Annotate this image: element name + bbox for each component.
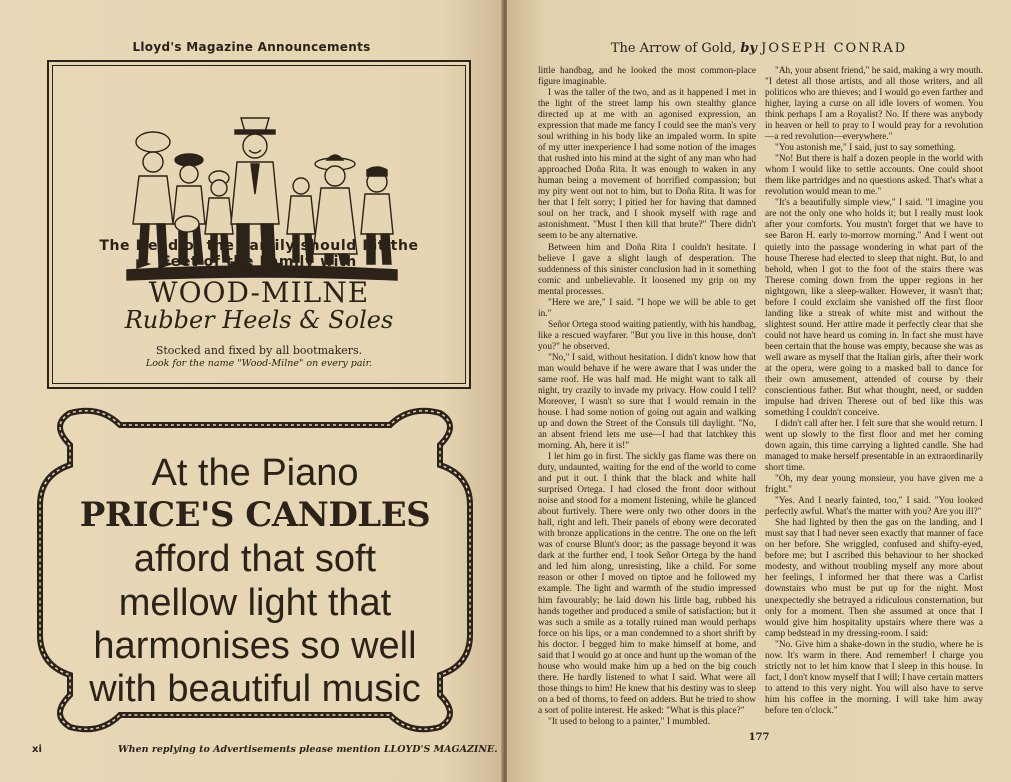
left-page-number: xi: [32, 744, 42, 755]
left-page: [0, 0, 503, 782]
candle-line-1: At the Piano: [151, 452, 359, 494]
wood-milne-look-for-note: Look for the name "Wood-Milne" on every pair.: [145, 358, 373, 369]
text-column-right: [765, 66, 983, 717]
wood-milne-product: Rubber Heels & Soles: [124, 306, 394, 334]
text-column-left: [538, 66, 756, 728]
author-name: JOSEPH CONRAD: [761, 41, 908, 56]
candle-line-2: PRICE'S CANDLES: [79, 495, 431, 535]
paragraph: "Oh, my dear young monsieur, you have given me a fright.": [765, 474, 983, 496]
prices-candles-advertisement: [30, 405, 480, 735]
story-title: The Arrow of Gold,: [610, 41, 737, 56]
paragraph: I was the taller of the two, and as it happened I met in the light of the street lamp his own stealthy glance directed up at me with an agonised expression, an expression that made me fancy I could see the man's very soul writhing in his body like an impaled worm. In spite of my utter inexperience I had some notion of the images that rushed into his mind at the sight of any man who had approached Doña Rita. It was enough to waken in any human being a movement of horrified compassion; but my pity went out not to him, but to Doña Rita. It was for her that I felt sorry; I pitied her for having that damned soul on her track, and I shook myself with rage and astonishment. "Must I then kill that brute?" There didn't seem to be any alternative.: [538, 88, 756, 242]
paragraph: "No. Give him a shake-down in the studio, where he is now. It's warm in there. And remember! I charge you strictly not to let him know that I sleep in this house. In fact, I don't know myself that I will; I have certain matters to attend to this very night. You will also have to serve him his coffee in the morning. I will take him away before ten o'clock.": [765, 639, 983, 716]
right-running-head: [507, 41, 1011, 56]
wood-milne-headline-1: The Head of the Family should Fit the: [99, 238, 419, 254]
right-page: [507, 0, 1011, 782]
paragraph: "No," I said, without hesitation. I didn't know how that man would behave if he were aware that I was under the same roof. He was half mad. He might want to talk all night, try crazily to invade my privacy. How could I tell? Moreover, I wasn't so sure that I would remain in the house. I had some notion of going out again and walking up and down the Street of the Consuls till daylight. "No, an absent friend lets me use—I had that latchkey this morning. Ah, here it is!": [538, 352, 756, 452]
candle-line-4: mellow light that: [118, 582, 392, 624]
candle-line-5: harmonises so well: [93, 625, 417, 667]
paragraph: "It used to belong to a painter," I mumbled.: [548, 716, 710, 727]
paragraph: She had lighted by then the gas on the landing, and I must say that I had never seen exactly that manner of face on her before. She wriggled, confused and shifty-eyed, before me; but I ascribed this behaviour to her shocked modesty, and without troubling myself any more about her feelings, I informed her that there was a Carlist downstairs who must be put up for the night. Most unexpectedly she betrayed a ridiculous consternation, but only for a moment. Then she assumed at once that I would give him hospitality upstairs where there was a camp bedstead in my dressing-room. I said:: [765, 518, 983, 639]
wood-milne-advertisement: [47, 60, 471, 389]
wood-milne-headline-2: Feet of the Family with: [161, 254, 357, 270]
candle-line-6: with beautiful music: [89, 668, 421, 710]
paragraph: Señor Ortega stood waiting patiently, with his handbag, like a rescued wayfarer. "But you live in this house, don't you?" he observed.: [538, 319, 756, 352]
paragraph: "Yes. And I nearly fainted, too," I said. "You looked perfectly awful. What's the matter with you? Are you ill?": [765, 496, 983, 518]
paragraph: little handbag, and he looked the most common-place figure imaginable.: [538, 66, 756, 88]
paragraph: "Here we are," I said. "I hope we will be able to get in.": [538, 297, 756, 319]
candle-line-3: afford that soft: [133, 538, 377, 580]
paragraph: Between him and Doña Rita I couldn't hesitate. I believe I gave a slight laugh of desperation. The suddenness of this sinister conclusion had in it something comic and unbelievable. It loosened my grip on my mental processes.: [538, 242, 756, 297]
paragraph: "Ah, your absent friend," he said, making a wry mouth. "I detest all those artists, and all those writers, and all politicos who are thieves; and I would go even farther and higher, laying a curse on all idle lovers of women. You think perhaps I am a Royalist? No. If there was anybody in heaven or hell to pray to I would pray for a revolution—a red revolution—everywhere.": [765, 66, 983, 143]
advertisement-notice: When replying to Advertisements please mention LLOYD'S MAGAZINE.: [118, 744, 498, 755]
paragraph: "You astonish me," I said, just to say something.: [775, 143, 956, 154]
paragraph: I let him go in first. The sickly gas flame was there on duty, undaunted, waiting for the end of the world to come and put it out. I think that the black and white hall surprised Ortega. I had closed the front door without noise and stood for a moment listening, while he glanced about furtively. There were only two other doors in the hall, right and left. Their panels of ebony were decorated with bronze applications in the centre. The one on the left was of course Blunt's door; as the passage beyond it was dark at the further end, I took Señor Ortega by the hand and led him along, unresisting, like a child. For some reason or other I moved on tiptoe and he followed my example. The light and warmth of the studio impressed him favourably; he laid down his little bag, rubbed his hands together and produced a smile of satisfaction; but it was such a smile as a totally ruined man would perhaps force on his lips, or a man condemned to a short shrift by his doctor. I begged him to make himself at home, and said that I would go at once and hunt up the woman of the house who would make him up a bed on the big couch there. He hardly listened to what I said. What were all those things to him! He knew that his destiny was to sleep on a bed of thorns, to feed on adders. But he tried to show a sort of polite interest. He asked: "What is this place?": [538, 452, 756, 716]
byline-by: by: [740, 41, 757, 56]
wood-milne-stocked-note: Stocked and fixed by all bootmakers.: [155, 344, 363, 357]
right-page-number: 177: [748, 732, 770, 743]
paragraph: "No! But there is half a dozen people in the world with whom I would like to settle accounts. One could shoot them like partridges and no questions asked. That's what a revolution would mean to me.": [765, 154, 983, 198]
paragraph: "It's a beautifully simple view," I said. "I imagine you are not the only one who holds it; but I really must look after your comforts. You mustn't forget that we have to see Baron H. early to-morrow morning." And I went out quietly into the passage wondering in what part of the house Therese had elected to sleep that night. But, lo and behold, when I got to the foot of the stairs there was Therese coming down from the upper regions in her nightgown, like a sleep-walker. However, it wasn't that; before I could exclaim she vanished off the first floor landing like a streak of white mist and without the slightest sound. Her attire made it perfectly clear that she could not have heard us coming in. In fact she must have been certain that the house was empty, because she was as well aware as myself that the Italian girls, after their work at the opera, were going to a masked ball to dance for their own amusement, attended of course by their conscientious father. But what thought, need, or sudden impulse had driven Therese out of bed like this was something I couldn't conceive.: [765, 198, 983, 418]
wood-milne-brand: WOOD-MILNE: [148, 276, 370, 309]
left-running-head: Lloyd's Magazine Announcements: [132, 40, 371, 54]
paragraph: I didn't call after her. I felt sure that she would return. I went up slowly to the first floor and met her coming down again, this time carrying a lighted candle. She had managed to make herself presentable in an extraordinarily short time.: [765, 419, 983, 474]
